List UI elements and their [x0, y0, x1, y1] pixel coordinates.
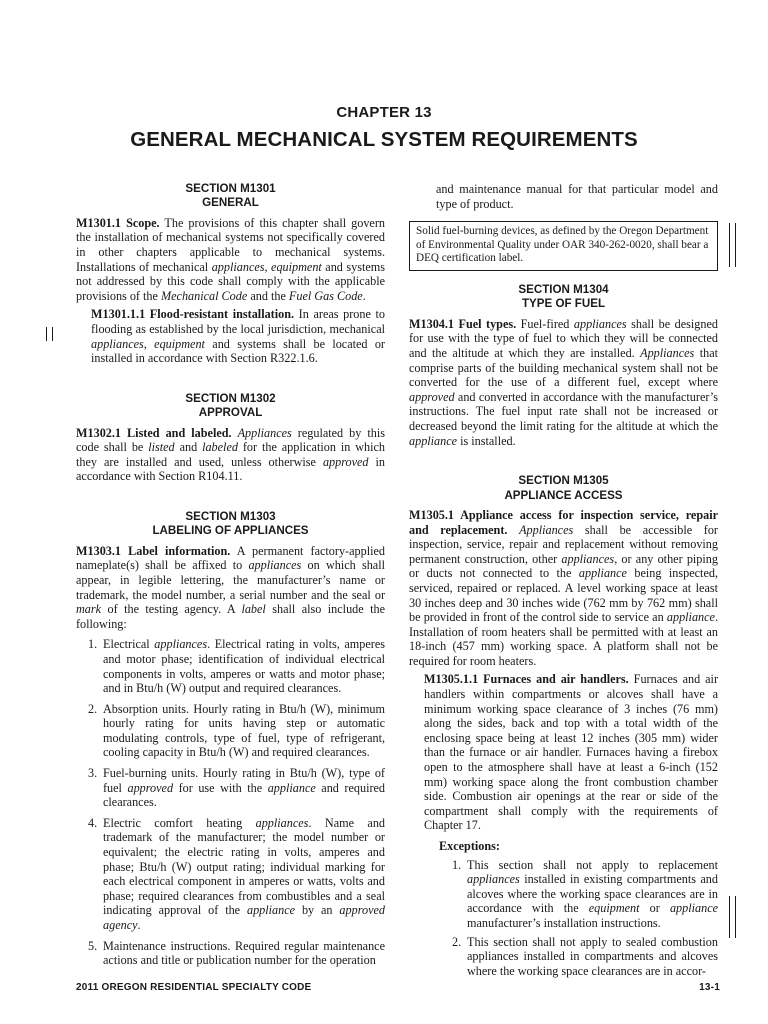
section-title: TYPE OF FUEL — [521, 297, 606, 311]
paragraph-m1301-1-1: M1301.1.1 Flood-resistant installation. In areas prone to flooding as established by the local jurisdiction, mechanical appliances, equipment and systems shall be located or installed in accordance with Section R322.1.6. — [91, 307, 385, 366]
label-requirements-list — [76, 637, 385, 967]
provision-title: M1305.1.1 Furnaces and air handlers. — [424, 672, 629, 687]
revision-bar — [735, 223, 736, 267]
provision-title: M1301.1.1 Flood-resistant installation. — [91, 307, 295, 322]
right-column — [409, 182, 718, 978]
section-title: APPROVAL — [198, 406, 263, 420]
chapter-label: CHAPTER 13 — [336, 104, 432, 121]
provision-title: M1305.1 Appliance access for inspection service, repair and replacement. — [409, 507, 718, 537]
list-item: 5. Maintenance instructions. Required regular maintenance actions and title or publication number for the operation — [88, 938, 385, 968]
amendment-text: Solid fuel-burning devices, as defined by the Oregon Department of Environmental Quality under OAR 340-262-0020, shall bear a DEQ certification label. — [416, 225, 709, 265]
section-number: SECTION M1301 — [185, 182, 276, 195]
section-number: SECTION M1304 — [518, 282, 609, 296]
chapter-title: GENERAL MECHANICAL SYSTEM REQUIREMENTS — [130, 128, 638, 151]
paragraph-m1303-1: M1303.1 Label information. A permanent factory-applied nameplate(s) shall be affixed to appliances on which shall appear, in legible lettering, the manufacturer’s name or trademark, the model number, a serial number and the seal or mark of the testing agency. A label shall also include the following: — [76, 543, 385, 631]
provision-title: M1303.1 Label information. — [76, 543, 231, 558]
page-number: 13-1 — [699, 982, 720, 993]
section-title: LABELING OF APPLIANCES — [152, 524, 309, 538]
oregon-amendment-box — [409, 221, 718, 271]
provision-title: M1301.1 Scope. — [76, 215, 160, 230]
paragraph-m1301-1: M1301.1 Scope. The provisions of this chapter shall govern the installation of mechanical systems not specifically covered in other chapters applicable to mechanical systems. Installations of mechanical appliances, equipment and systems not addressed by this code shall comply with the applicable provisions of the Mechanical Code and the Fuel Gas Code. — [76, 215, 385, 303]
list-item: 4. Electric comfort heating appliances. Name and trademark of the manufacturer; the model number or equivalent; the electric rating in volts, amperes and phase; Btu/h (W) output rating; individual marking for each electrical component in amperes or watts, volts and phase; required clearances from combustibles and a seal indicating approval of the appliance by an approved agency. — [88, 815, 386, 932]
revision-bar — [52, 327, 53, 341]
paragraph-m1302-1: M1302.1 Listed and labeled. Appliances regulated by this code shall be listed and labeled for the application in which they are installed and used, unless otherwise approved in accordance with Section R104.11. — [76, 425, 386, 484]
list-item: 1. This section shall not apply to replacement appliances installed in existing compartments and alcoves where the working space clearances are in accordance with the equipment or appliance manufacturer’s installation instructions. — [452, 857, 719, 930]
section-m1305-heading — [409, 474, 718, 503]
revision-bar — [729, 896, 730, 938]
section-m1303-heading — [76, 510, 385, 539]
exceptions-heading: Exceptions: — [439, 839, 500, 853]
section-m1301-heading — [76, 182, 385, 211]
revision-bar — [735, 896, 736, 938]
paragraph-m1305-1: M1305.1 Appliance access for inspection service, repair and replacement. Appliances shall be accessible for inspection, service, repair and replacement without removing permanent construction, other appliances, or any other piping or ducts not connected to the appliance being inspected, serviced, repaired or replaced. A level working space at least 30 inches deep and 30 inches wide (762 mm by 762 mm) shall be provided in front of the control side to service an appliance. Installation of room heaters shall be permitted with at least an 18-inch (457 mm) working space. A platform shall not be required for room heaters. — [409, 507, 718, 668]
provision-title: M1302.1 Listed and labeled. — [76, 425, 232, 440]
revision-bar — [729, 223, 730, 267]
paragraph-m1305-1-1: M1305.1.1 Furnaces and air handlers. Furnaces and air handlers within compartments or alcoves shall have a minimum working space clearance of 3 inches (76 mm) along the sides, back and top with a total width of the enclosing space being at least 12 inches (305 mm) wider than the furnace or air handler. Furnaces having a firebox open to the atmosphere shall have at least a 6-inch (152 mm) working space along the front combustion chamber side. Combustion air openings at the rear or side of the compartment shall comply with the requirements of Chapter 17. — [424, 672, 718, 833]
section-m1304-heading — [409, 283, 718, 312]
list-item: 1. Electrical appliances. Electrical rating in volts, amperes and motor phase; identification of individual electrical components in volts, amperes or watts and motor phase; and in Btu/h (W) output and required clearances. — [88, 637, 386, 696]
paragraph-m1304-1: M1304.1 Fuel types. Fuel-fired appliances shall be designed for use with the type of fuel to which they will be connected and the altitude at which they are installed. Appliances that comprise parts of the building mechanical system shall not be converted for the use of a different fuel, except where approved and converted in accordance with the manufacturer’s instructions. The fuel input rate shall not be increased or decreased beyond the limit rating for the altitude at which the appliance is installed. — [409, 316, 718, 448]
revision-bar — [46, 327, 47, 341]
list-item: 2. Absorption units. Hourly rating in Btu/h (W), minimum hourly rating for units having step or automatic modulating controls, type of fuel, type of refrigerant, cooling capacity in Btu/h (W) and required clearances. — [88, 701, 385, 760]
section-title: APPLIANCE ACCESS — [504, 488, 623, 502]
list-item-continuation: and maintenance manual for that particular model and type of product. — [436, 182, 718, 211]
section-m1302-heading — [76, 392, 385, 421]
exceptions-list — [409, 858, 718, 979]
section-number: SECTION M1303 — [185, 509, 276, 523]
left-column — [76, 182, 385, 968]
section-number: SECTION M1302 — [185, 391, 276, 405]
section-title: GENERAL — [202, 196, 259, 210]
list-item: 2. This section shall not apply to sealed combustion appliances installed in compartments and alcoves where the working space clearances are in accor- — [452, 934, 718, 978]
footer-publication: 2011 OREGON RESIDENTIAL SPECIALTY CODE — [76, 982, 312, 993]
section-number: SECTION M1305 — [518, 474, 609, 488]
list-item: 3. Fuel-burning units. Hourly rating in Btu/h (W), type of fuel approved for use with the appliance and required clearances. — [88, 766, 386, 810]
provision-title: M1304.1 Fuel types. — [409, 316, 517, 331]
